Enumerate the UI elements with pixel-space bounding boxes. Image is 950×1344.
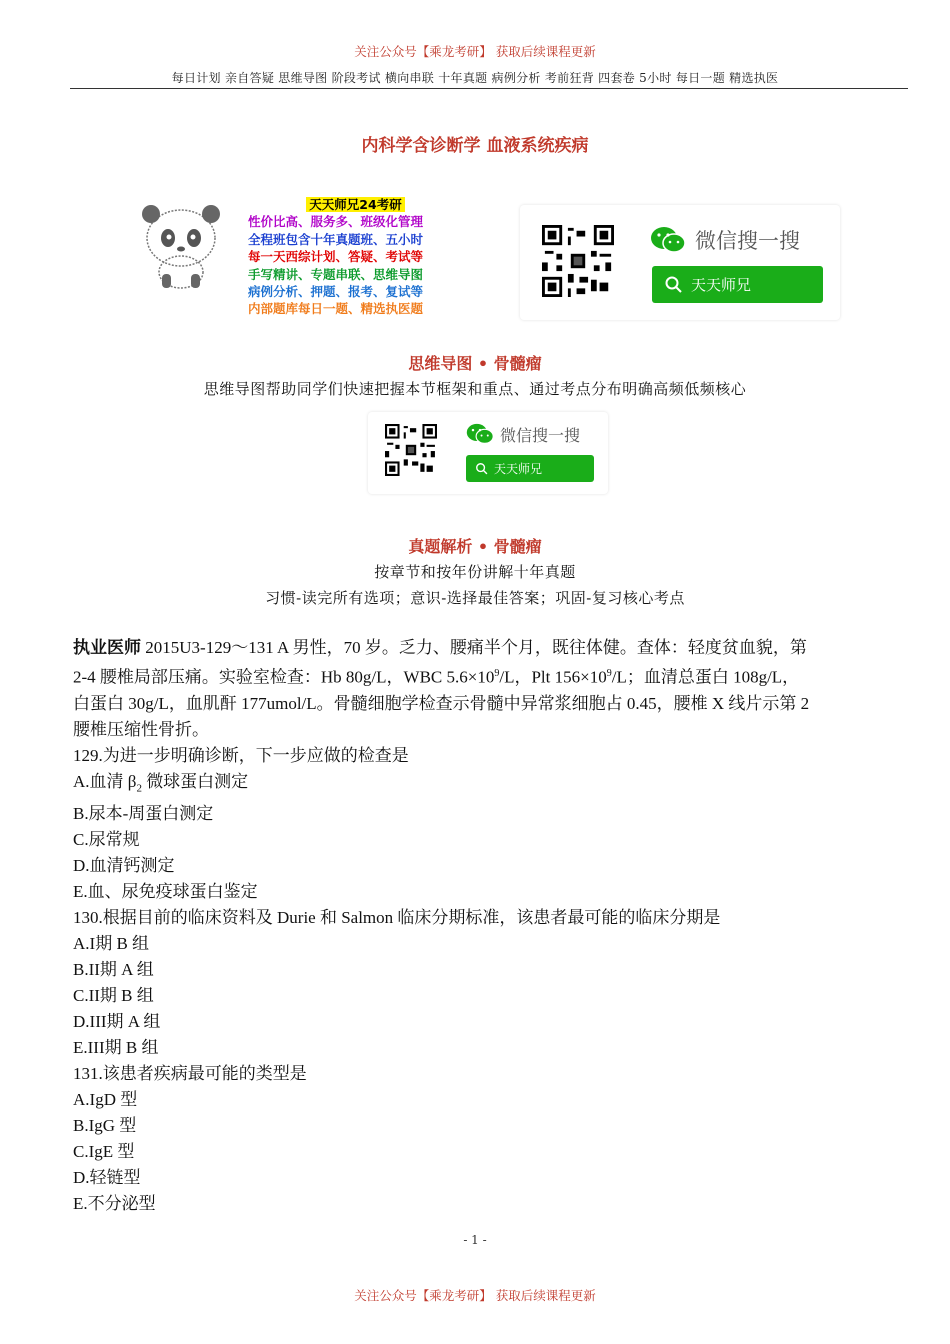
promo-line: 病例分析、押题、报考、复试等 (248, 284, 424, 300)
question-stem: 130.根据目前的临床资料及 Durie 和 Salmon 临床分期标准，该患者最可能的临床分期是 (73, 908, 721, 928)
option-d[interactable]: D.血清钙测定 (73, 856, 175, 876)
promo-line: 全程班包含十年真题班、五小时 (248, 231, 424, 247)
option-a[interactable]: A.I期 B 组 (73, 934, 150, 954)
exam-title: 真题解析 • 骨髓瘤 (408, 537, 542, 556)
search-icon (475, 462, 489, 476)
wechat-icon (650, 226, 686, 254)
wechat-search-label: 微信搜一搜 (500, 425, 581, 445)
wechat-search-label-row (466, 422, 580, 446)
question-129 (73, 743, 908, 905)
option-d[interactable]: D.III期 A 组 (73, 1012, 161, 1032)
panda-mascot-icon (135, 200, 227, 290)
wechat-icon (466, 423, 494, 445)
bottom-banner: 关注公众号【乘龙考研】 获取后续课程更新 (354, 1288, 596, 1303)
option-c[interactable]: C.II期 B 组 (73, 986, 154, 1006)
promo-line: 性价比高、服务多、班级化管理 (248, 214, 424, 230)
promo-headline: 天天师兄24考研 (306, 197, 404, 212)
document-title: 内科学含诊断学 血液系统疾病 (361, 136, 589, 156)
wechat-search-label-row (650, 225, 800, 255)
qr-code-icon[interactable] (385, 424, 437, 476)
page-number: - 1 - (463, 1233, 487, 1247)
case-label: 执业医师 (73, 638, 141, 657)
option-e[interactable]: E.血、尿免疫球蛋白鉴定 (73, 882, 258, 902)
promo-line: 每一天西综计划、答疑、考试等 (248, 249, 424, 265)
option-a[interactable]: A.IgD 型 (73, 1090, 138, 1110)
promo-text (248, 196, 463, 318)
question-content (73, 635, 908, 1217)
wechat-search-term: 天天师兄 (494, 462, 543, 476)
exam-subtitle-2: 习惯-读完所有选项；意识-选择最佳答案；巩固-复习核心考点 (265, 589, 685, 607)
search-icon (664, 275, 684, 295)
top-banner: 关注公众号【乘龙考研】 获取后续课程更新 (354, 44, 596, 59)
case-line: 执业医师 2015U3-129～131 A 男性，70 岁。乏力、腰痛半个月，既往体健。查体：轻度贫血貌，第 (73, 638, 807, 657)
option-e[interactable]: E.不分泌型 (73, 1194, 156, 1214)
option-b[interactable]: B.IgG 型 (73, 1116, 137, 1136)
header-divider (70, 88, 908, 89)
question-stem: 129.为进一步明确诊断，下一步应做的检查是 (73, 745, 409, 765)
mindmap-title: 思维导图 • 骨髓瘤 (408, 354, 542, 373)
case-line: 2-4 腰椎局部压痛。实验室检查：Hb 80g/L，WBC $5.6\times 10^9/L$，Plt $156\times 10^9/L$；血清总蛋白 108g/L， (73, 667, 800, 687)
question-stem: 131.该患者疾病最可能的类型是 (73, 1064, 307, 1084)
wechat-search-button[interactable] (652, 266, 823, 303)
option-b[interactable]: B.II期 A 组 (73, 960, 154, 980)
exam-subtitle-1: 按章节和按年份讲解十年真题 (374, 563, 576, 581)
feature-list: 每日计划 亲自答疑 思维导图 阶段考试 横向串联 十年真题 病例分析 考前狂背 四套卷 5小时 每日一题 精选执医 (171, 71, 779, 85)
mindmap-subtitle: 思维导图帮助同学们快速把握本节框架和重点、通过考点分布明确高频低频核心 (203, 380, 747, 398)
wechat-search-card[interactable] (520, 205, 840, 320)
option-b[interactable]: B.尿本-周蛋白测定 (73, 804, 214, 824)
wechat-search-card-small[interactable] (368, 412, 608, 494)
question-131 (73, 1061, 908, 1217)
promo-line: 手写精讲、专题串联、思维导图 (248, 266, 424, 282)
option-d[interactable]: D.轻链型 (73, 1168, 141, 1188)
option-c[interactable]: C.尿常规 (73, 830, 140, 850)
case-line: 白蛋白 30g/L，血肌酐 177umol/L。骨髓细胞学检查示骨髓中异常浆细胞占 0.45，腰椎 X 线片示第 2 (73, 693, 810, 713)
promo-line (248, 196, 463, 213)
option-a[interactable]: A.血清 $\beta_2$ 微球蛋白测定 (73, 771, 249, 795)
case-line: 腰椎压缩性骨折。 (73, 719, 209, 739)
question-130 (73, 905, 908, 1061)
qr-code-icon[interactable] (542, 225, 614, 297)
wechat-search-button[interactable] (466, 455, 594, 482)
option-c[interactable]: C.IgE 型 (73, 1142, 135, 1162)
promo-line: 内部题库每日一题、精选执医题 (248, 301, 424, 317)
wechat-search-label: 微信搜一搜 (695, 229, 800, 253)
wechat-search-term: 天天师兄 (691, 276, 752, 294)
option-e[interactable]: E.III期 B 组 (73, 1038, 159, 1058)
case-description (73, 635, 908, 743)
